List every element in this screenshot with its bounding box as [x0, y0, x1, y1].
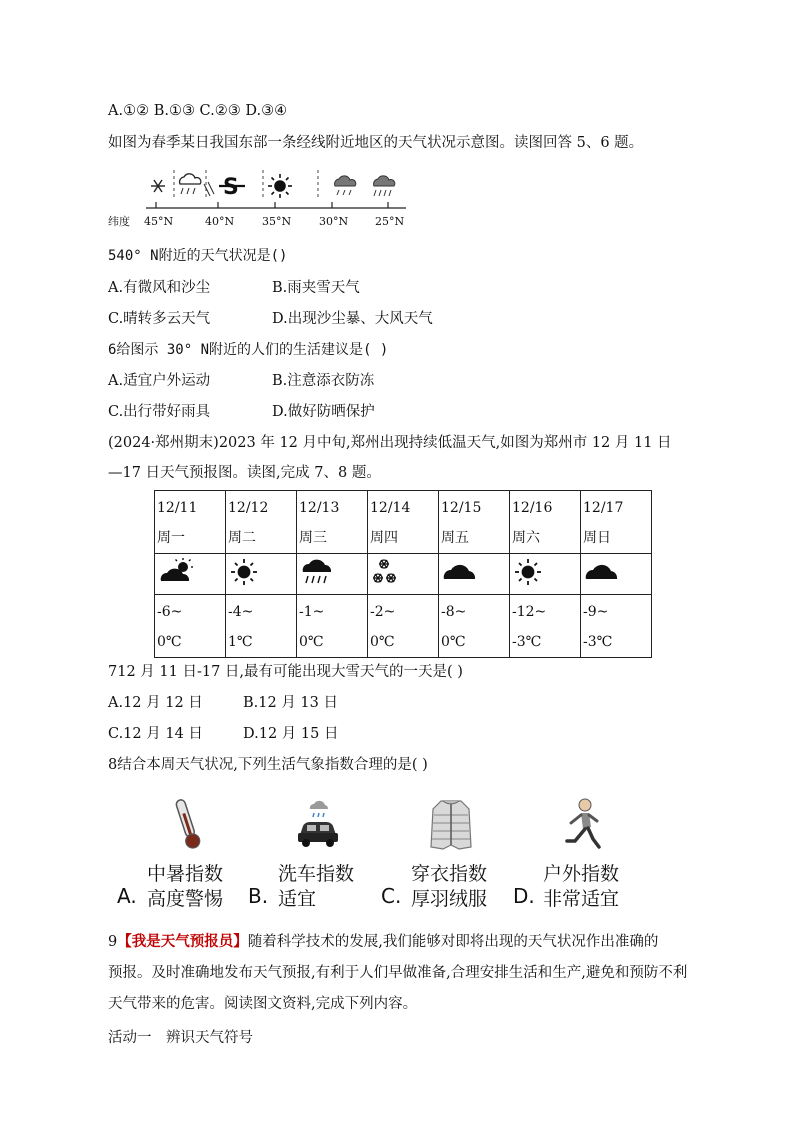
cloudy-icon — [583, 557, 623, 587]
q5-option-a[interactable]: A.有微风和沙尘 — [108, 280, 211, 296]
index-advice: 非常适宜 — [543, 888, 620, 910]
forecast-date-cell: 12/17 周日 — [581, 491, 652, 554]
intro-q7-q8-line2: —17 日天气预报图。读图,完成 7、8 题。 — [108, 465, 381, 481]
q7-option-d[interactable]: D.12 月 15 日 — [243, 726, 339, 742]
index-option-a[interactable] — [117, 795, 267, 915]
forecast-icon-cell — [439, 554, 510, 595]
forecast-date-cell: 12/14 周四 — [368, 491, 439, 554]
forecast-date-cell: 12/11 周一 — [155, 491, 226, 554]
intro-q5-q6: 如图为春季某日我国东部一条经线附近地区的天气状况示意图。读图回答 5、6 题。 — [108, 135, 644, 151]
index-option-c[interactable] — [381, 795, 531, 915]
forecast-date-cell: 12/15 周五 — [439, 491, 510, 554]
rain-snow-icon — [180, 174, 214, 196]
forecast-temp-cell: -9~ -3℃ — [581, 595, 652, 658]
q9-number: 9 — [108, 934, 118, 950]
index-name: 洗车指数 — [278, 863, 355, 885]
tick-label: 40°N — [205, 215, 235, 228]
forecast-temp-cell: -2~ 0℃ — [368, 595, 439, 658]
q7-option-c[interactable]: C.12 月 14 日 — [108, 726, 203, 742]
tick-label: 45°N — [144, 215, 174, 228]
forecast-icon-cell — [581, 554, 652, 595]
tick-label: 25°N — [375, 215, 405, 228]
runner-icon — [553, 795, 613, 855]
q9-line3: 天气带来的危害。阅读图文资料,完成下列内容。 — [108, 996, 418, 1012]
option-letter: A. — [117, 884, 137, 908]
index-option-b[interactable] — [248, 795, 398, 915]
forecast-date-cell: 12/13 周三 — [297, 491, 368, 554]
tick-label: 30°N — [319, 215, 349, 228]
q6-stem: 6给图示 30° N附近的人们的生活建议是( ) — [108, 342, 389, 358]
sunny-icon — [268, 174, 292, 198]
forecast-date-cell: 12/12 周二 — [226, 491, 297, 554]
forecast-table — [154, 490, 652, 658]
car-wash-icon — [288, 795, 348, 855]
option-letter: B. — [248, 884, 269, 908]
q9-line2: 预报。及时准确地发布天气预报,有利于人们早做准备,合理安排生活和生产,避免和预防不利 — [108, 965, 688, 981]
q5-option-c[interactable]: C.晴转多云天气 — [108, 311, 211, 327]
q9-line1 — [108, 932, 658, 952]
option-letter: D. — [513, 884, 535, 908]
heavy-snow-icon — [370, 556, 410, 588]
index-advice: 高度警惕 — [147, 888, 224, 910]
q6-option-c[interactable]: C.出行带好雨具 — [108, 404, 211, 420]
snow-icon — [151, 180, 165, 192]
index-advice: 厚羽绒服 — [411, 888, 488, 910]
index-name: 户外指数 — [543, 863, 620, 885]
rain-icon — [299, 556, 339, 588]
forecast-icon-cell — [510, 554, 581, 595]
sunny-icon — [228, 557, 268, 587]
forecast-temp-cell: -1~ 0℃ — [297, 595, 368, 658]
axis-label-latitude: 纬度 — [108, 215, 130, 228]
index-option-d[interactable] — [513, 795, 663, 915]
intro-q7-q8-line1: (2024·郑州期末)2023 年 12 月中旬,郑州出现持续低温天气,如图为郑州市 12 月 11 日 — [108, 435, 672, 451]
q6-option-b[interactable]: B.注意添衣防冻 — [272, 373, 375, 389]
q6-option-a[interactable]: A.适宜户外运动 — [108, 373, 211, 389]
weather-strip-diagram — [108, 168, 418, 232]
sandstorm-icon — [219, 175, 245, 200]
heavy-rain-icon — [374, 176, 395, 196]
forecast-icon-cell — [297, 554, 368, 595]
light-rain-icon — [335, 176, 356, 195]
index-name: 穿衣指数 — [411, 863, 488, 885]
q5-option-b[interactable]: B.雨夹雪天气 — [272, 280, 360, 296]
q7-stem: 712 月 11 日-17 日,最有可能出现大雪天气的一天是( ) — [108, 664, 463, 680]
forecast-temp-cell: -6~ 0℃ — [155, 595, 226, 658]
q9-tag: 【我是天气预报员】 — [117, 933, 248, 950]
index-advice: 适宜 — [278, 888, 317, 910]
cloudy-icon — [441, 557, 481, 587]
q7-option-a[interactable]: A.12 月 12 日 — [108, 695, 203, 711]
svg-text:S: S — [223, 175, 239, 200]
q8-stem: 8结合本周天气状况,下列生活气象指数合理的是( ) — [108, 757, 428, 773]
forecast-temp-cell: -8~ 0℃ — [439, 595, 510, 658]
forecast-temp-cell: -4~ 1℃ — [226, 595, 297, 658]
forecast-icon-cell — [226, 554, 297, 595]
forecast-temp-cell: -12~ -3℃ — [510, 595, 581, 658]
partly-cloudy-icon — [157, 557, 197, 587]
thermometer-icon — [157, 795, 217, 855]
down-jacket-icon — [421, 795, 481, 855]
q5-option-d[interactable]: D.出现沙尘暴、大风天气 — [272, 311, 433, 327]
index-name: 中暑指数 — [147, 863, 224, 885]
sunny-icon — [512, 557, 552, 587]
forecast-icon-cell — [368, 554, 439, 595]
activity-heading: 活动一 辨识天气符号 — [108, 1030, 253, 1046]
option-letter: C. — [381, 884, 402, 908]
q4-options: A.①② B.①③ C.②③ D.③④ — [108, 103, 288, 119]
forecast-icon-cell — [155, 554, 226, 595]
q7-option-b[interactable]: B.12 月 13 日 — [243, 695, 338, 711]
q9-text: 随着科学技术的发展,我们能够对即将出现的天气状况作出准确的 — [247, 934, 659, 950]
forecast-date-cell: 12/16 周六 — [510, 491, 581, 554]
q6-option-d[interactable]: D.做好防晒保护 — [272, 404, 375, 420]
tick-label: 35°N — [262, 215, 292, 228]
q5-stem: 540° N附近的天气状况是() — [108, 248, 288, 264]
